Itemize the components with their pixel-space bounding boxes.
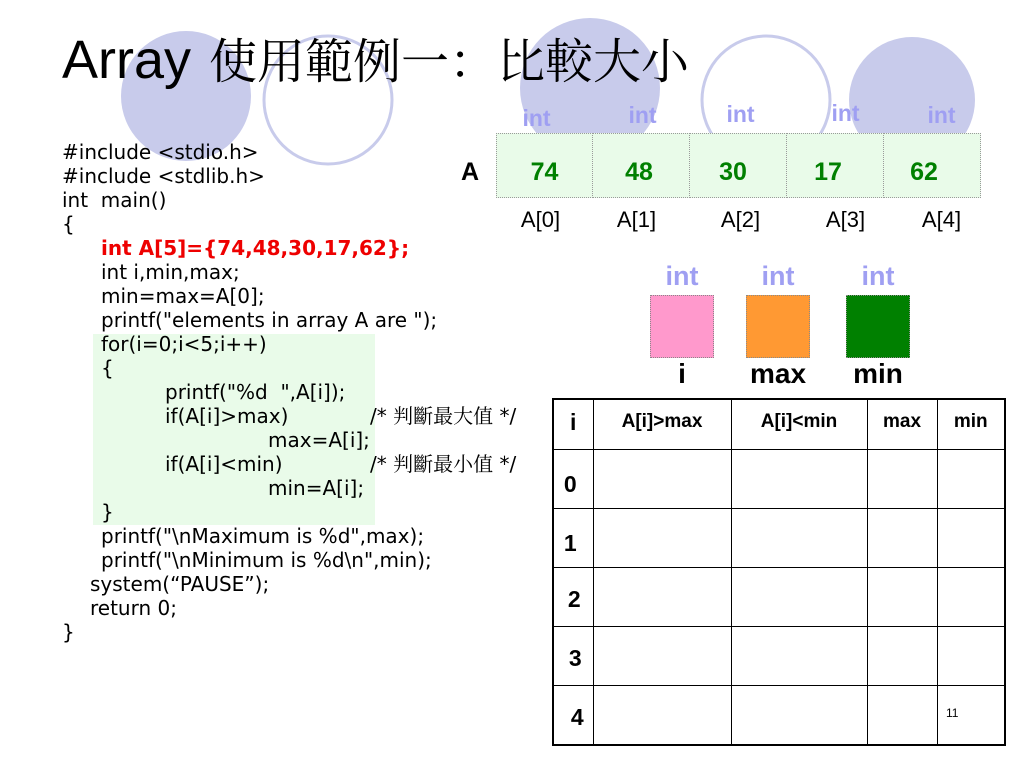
code-line-include-stdlib: #include <stdlib.h>	[62, 164, 265, 188]
table-row	[553, 449, 1005, 508]
array-value: 30	[719, 157, 747, 186]
variable-box-max	[746, 295, 810, 358]
variable-type-label: int	[861, 261, 895, 291]
variable-type-label: int	[761, 261, 795, 291]
table-cell	[731, 626, 867, 685]
array-element-3	[787, 100, 884, 242]
table-cell	[937, 508, 1005, 567]
variable-name-label: min	[853, 358, 903, 389]
table-cell	[937, 626, 1005, 685]
table-cell	[731, 449, 867, 508]
code-line-system-pause: system(“PAUSE”);	[90, 572, 270, 596]
table-cell	[593, 567, 731, 626]
code-line-if-max	[62, 404, 542, 428]
row-label: 1	[553, 508, 593, 567]
header-i: i	[553, 399, 593, 449]
array-cell	[496, 133, 593, 198]
table-cell	[593, 508, 731, 567]
code-line-assign-min: min=A[i];	[268, 476, 365, 500]
row-label: 2	[553, 567, 593, 626]
table-cell	[867, 685, 937, 745]
code-line-open-brace: {	[62, 212, 75, 236]
table-cell	[593, 626, 731, 685]
table-cell	[731, 685, 867, 745]
variable-name-label: max	[749, 358, 807, 389]
header-max: max	[867, 399, 937, 449]
array-index-label: A[0]	[520, 207, 561, 232]
title-latin: Array	[62, 30, 192, 90]
code-line-assign-max: max=A[i];	[268, 428, 370, 452]
trace-header-row	[553, 399, 1005, 449]
table-cell	[867, 508, 937, 567]
table-cell	[867, 449, 937, 508]
array-cell	[787, 133, 884, 198]
array-index-label: A[3]	[825, 207, 866, 232]
row-label: 4	[553, 685, 593, 745]
variable-name-label: i	[678, 358, 686, 389]
array-name-label: A	[461, 158, 480, 186]
table-row	[553, 685, 1005, 745]
table-cell	[867, 567, 937, 626]
array-index-label: A[2]	[720, 207, 761, 232]
array-value: 17	[814, 157, 842, 186]
page-number: 11	[946, 706, 959, 720]
code-line-printf-element: printf("%d ",A[i]);	[165, 380, 346, 404]
array-value: 74	[530, 157, 559, 186]
table-cell	[937, 567, 1005, 626]
table-cell	[937, 449, 1005, 508]
array-index-label: A[4]	[921, 207, 962, 232]
code-line-printf-elements: printf("elements in array A are ");	[101, 308, 438, 332]
title-cjk: 使用範例一：比較大小	[209, 34, 690, 90]
variable-min	[828, 258, 928, 390]
code-text: if(A[i]>max)	[165, 404, 289, 428]
code-line-printf-min: printf("\nMinimum is %d\n",min);	[101, 548, 432, 572]
table-cell	[867, 626, 937, 685]
code-line-include-stdio: #include <stdio.h>	[62, 140, 259, 164]
slide-title	[62, 30, 690, 90]
trace-table-head	[553, 399, 1005, 449]
code-line-printf-max: printf("\nMaximum is %d",max);	[101, 524, 425, 548]
variable-box-i	[650, 295, 714, 358]
array-element-4	[884, 100, 981, 242]
element-type-label: int	[927, 102, 956, 128]
variable-i	[632, 258, 732, 390]
header-gt-max: A[i]>max	[593, 399, 731, 449]
element-type-label: int	[628, 102, 657, 128]
variable-type-label: int	[665, 261, 699, 291]
code-line-var-declaration: int i,min,max;	[101, 260, 240, 284]
code-line-init: min=max=A[0];	[101, 284, 265, 308]
array-cell	[884, 133, 981, 198]
header-min: min	[937, 399, 1005, 449]
table-cell	[731, 567, 867, 626]
code-line-for: for(i=0;i<5;i++)	[101, 332, 267, 356]
array-value: 48	[625, 157, 653, 186]
table-row	[553, 508, 1005, 567]
row-label: 0	[553, 449, 593, 508]
table-cell	[731, 508, 867, 567]
variable-box-min	[846, 295, 910, 358]
array-element-0	[496, 100, 593, 242]
code-listing	[62, 140, 542, 644]
table-cell	[593, 685, 731, 745]
array-element-2	[690, 100, 787, 242]
row-label: 3	[553, 626, 593, 685]
array-diagram	[496, 100, 981, 242]
code-comment-max: /* 判斷最大值 */	[370, 404, 517, 428]
table-row	[553, 567, 1005, 626]
table-cell	[593, 449, 731, 508]
code-comment-min: /* 判斷最小值 */	[370, 452, 517, 476]
element-type-label: int	[522, 105, 551, 131]
trace-table	[552, 398, 1006, 746]
code-line-if-min	[62, 452, 542, 476]
element-type-label: int	[831, 100, 860, 126]
code-text: if(A[i]<min)	[165, 452, 283, 476]
array-cell	[593, 133, 690, 198]
array-value: 62	[910, 157, 938, 186]
code-line-loop-open: {	[101, 356, 114, 380]
array-index-label: A[1]	[616, 207, 657, 232]
element-type-label: int	[726, 101, 755, 127]
array-element-1	[593, 100, 690, 242]
code-line-loop-close: }	[101, 500, 114, 524]
code-line-main: int main()	[62, 188, 167, 212]
array-cell	[690, 133, 787, 198]
code-line-return: return 0;	[90, 596, 177, 620]
header-lt-min: A[i]<min	[731, 399, 867, 449]
variable-max	[728, 258, 828, 390]
table-row	[553, 626, 1005, 685]
trace-table-body	[553, 449, 1005, 745]
code-line-close-brace: }	[62, 620, 75, 644]
code-line-array-declaration: int A[5]={74,48,30,17,62};	[101, 236, 410, 260]
